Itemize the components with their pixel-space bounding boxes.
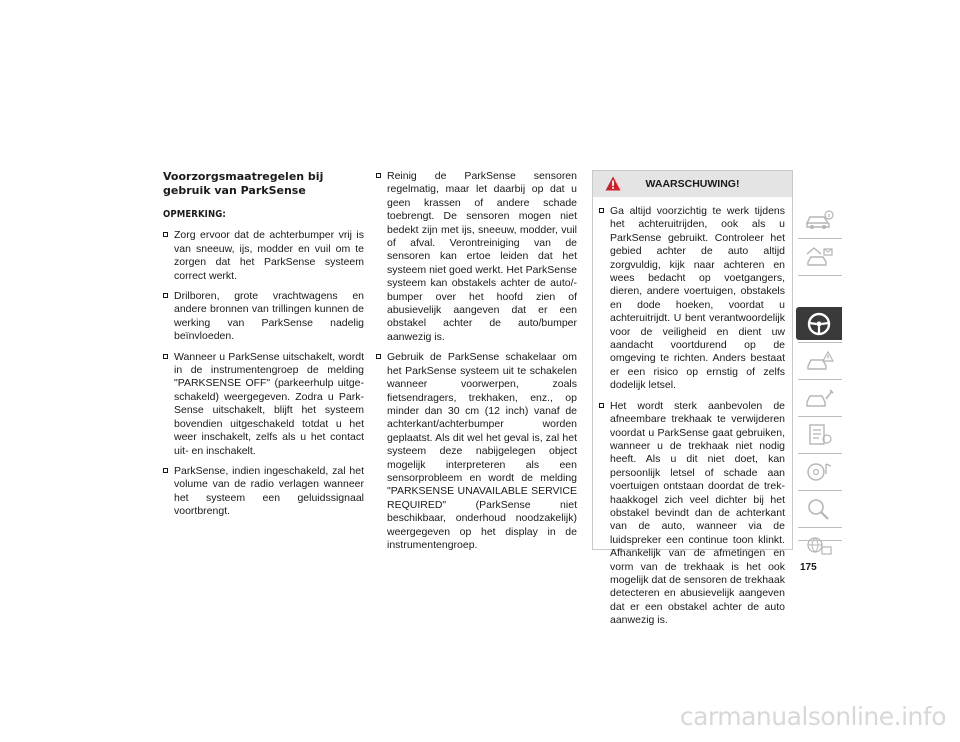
- tab-language[interactable]: [796, 529, 841, 562]
- tab-media[interactable]: [796, 455, 841, 488]
- tab-car-warning[interactable]: [796, 344, 841, 377]
- bullet-square-icon: [376, 173, 381, 178]
- bullet-square-icon: [163, 232, 168, 237]
- watermark-text: carmanualsonline.info: [679, 702, 946, 731]
- tab-divider: [798, 275, 842, 276]
- warning-title: WAARSCHUWING!: [645, 178, 740, 190]
- tab-spec-list[interactable]: [796, 418, 841, 451]
- list-item-text: ParkSense, indien ingeschakeld, zal het volume van de radio verlagen wanneer het systeem een geluidssignaal voortbrengt.: [174, 464, 364, 518]
- list-item-text: Drilboren, grote vrachtwagens en andere bronnen van trillingen kunnen de werking van ParkSense nadelig beïnvloeden.: [174, 290, 364, 343]
- bullet-square-icon: [599, 403, 604, 408]
- warning-body: [593, 197, 792, 628]
- car-warning-icon: [804, 350, 834, 372]
- column-1: [163, 170, 364, 526]
- tab-divider: [798, 416, 842, 417]
- tab-divider: [798, 238, 842, 239]
- tab-car-mail[interactable]: [796, 240, 841, 273]
- language-icon: [804, 534, 834, 558]
- tab-divider: [798, 490, 842, 491]
- tab-steering[interactable]: [796, 307, 842, 340]
- car-repair-icon: [804, 387, 834, 409]
- list-item-text: Gebruik de ParkSense schakelaar om het ParkSense systeem uit te schakelen wanneer voorwerpen, zoals fietsendragers, trekhaken, enz., op minder dan 30 cm (12 inch) vanaf de achterkant/achterbumper worden geplaatst. Als dit wel het geval is, zal het systeem deze nabijgelegen object mogelijk interpreteren als een sensorprobleem en wordt de melding "PARKSENSE UNAVAILABLE SERVICE REQUIRED" (ParkSense niet beschikbaar, onderhoud noodzakelijk) weergegeven op het display in de instrumentengroep.: [387, 351, 577, 551]
- column-2: [376, 170, 577, 559]
- tab-divider: [798, 453, 842, 454]
- list-item: [599, 205, 785, 393]
- list-item: [163, 290, 364, 344]
- bullet-square-icon: [376, 354, 381, 359]
- bullet-square-icon: [163, 293, 168, 298]
- tab-divider: [798, 527, 842, 528]
- list-item: [376, 351, 577, 552]
- index-search-icon: [804, 497, 834, 521]
- list-item-text: Wanneer u ParkSense uitschakelt, wordt in de instrumentengroep de melding "PARKSENSE OFF" (parkeerhulp uitgeschakeld) weergegeven. Zodra u ParkSense uitschakelt, blijft het systeem bovendien uitgeschakeld totdat u het weer inschakelt, zelfs als u het contact uit- en inschakelt.: [174, 350, 364, 457]
- list-item-text: Ga altijd voorzichtig te werk tijdens het achteruitrijden, ook als u ParkSense gebruikt. Controleer het gebied achter de auto altijd zorgvuldig, kijk naar achteren en wees bedacht op voetgangers, dieren, andere voertuigen, obstakels en dode hoeken, voordat u achteruitrijdt. U bent verantwoordelijk voor de veiligheid en dient uw aandacht voortdurend op de omgeving te richten. Anders bestaat er een risico op ernstig of zelfs dodelijk letsel.: [610, 205, 785, 392]
- tab-car-repair[interactable]: [796, 381, 841, 414]
- media-icon: [804, 460, 834, 484]
- list-item: [163, 229, 364, 283]
- section-heading: Voorzorgsmaatregelen bij gebruik van ParkSense: [163, 170, 324, 197]
- list-item: [163, 351, 364, 458]
- list-item: [376, 170, 577, 344]
- tab-divider: [798, 540, 842, 541]
- list-item: [599, 400, 785, 628]
- warning-box: [592, 170, 793, 627]
- tab-car-info[interactable]: [796, 203, 841, 236]
- bullet-square-icon: [163, 468, 168, 473]
- warning-triangle-icon: [605, 176, 621, 191]
- tab-divider: [798, 342, 842, 343]
- list-item: [163, 465, 364, 519]
- tab-index-search[interactable]: [796, 492, 841, 525]
- list-item-text: Zorg ervoor dat de achterbumper vrij is van sneeuw, ijs, modder en vuil om te zorgen dat het ParkSense systeem correct werkt.: [174, 229, 364, 282]
- warning-header: [593, 171, 792, 197]
- list-item-text: Het wordt sterk aanbevolen de afneembare trekhaak te verwijderen voordat u ParkSense gaat gebruiken, wanneer u de trekhaak niet nodig heeft. Als u dit niet doet, kan persoonlijk letsel of schade aan voertuigen ontstaan doordat de trekhaakkogel zich veel dichter bij het obstakel bevindt dan de achterkant van de auto, wanneer via de luidspreker een continue toon klinkt. Afhankelijk van de afmetingen en vorm van de trekhaak is het ook mogelijk dat de sensoren de trekhaak detecteren en abusievelijk aangeven dat er een obstakel achter de auto aanwezig is.: [610, 399, 785, 627]
- spec-list-icon: [804, 423, 834, 447]
- bullet-square-icon: [599, 208, 604, 213]
- tab-divider: [798, 379, 842, 380]
- page-number: 175: [800, 562, 817, 573]
- bullet-square-icon: [163, 354, 168, 359]
- car-mail-icon: [804, 246, 834, 268]
- list-item-text: Reinig de ParkSense sensoren regelmatig, maar let daarbij op dat u geen krassen of andere schade toebrengt. De sensoren mogen niet bedekt zijn met ijs, sneeuw, modder, vuil of afval. Verontreiniging van de sensoren kan ertoe leiden dat het systeem niet goed werkt. Het ParkSense systeem kan obstakels achter de auto/bumper over het hoofd zien of abusievelijk aangeven dat er een obstakel achter de auto/bumper aanwezig is.: [387, 170, 577, 343]
- steering-wheel-icon: [806, 311, 832, 337]
- car-info-icon: [804, 209, 834, 231]
- note-label: OPMERKING:: [163, 209, 226, 220]
